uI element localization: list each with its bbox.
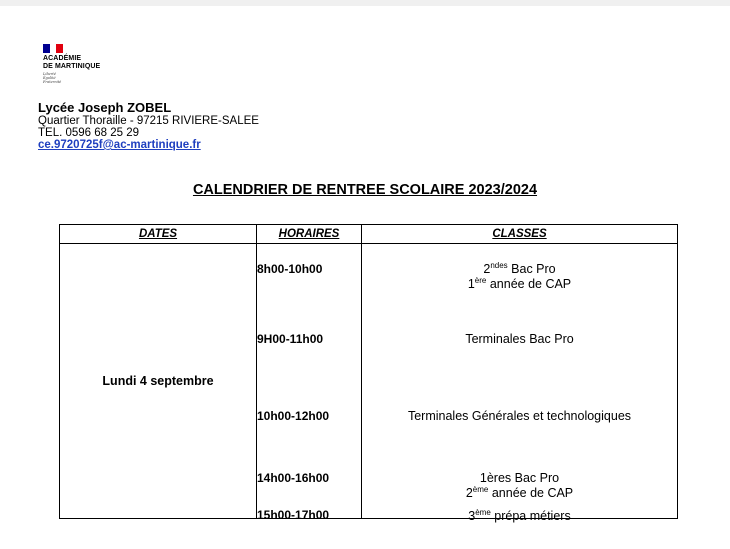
- motto-liberte: Liberté: [43, 72, 56, 76]
- header-classes: CLASSES: [362, 225, 678, 244]
- flag-white: [50, 44, 57, 53]
- classes-slot-1: [362, 261, 677, 321]
- school-name: Lycée Joseph ZOBEL: [38, 100, 172, 115]
- classes-slot-2: [362, 332, 677, 394]
- hours-4: 14h00-16h00: [257, 471, 330, 485]
- hours-3: 10h00-12h00: [257, 409, 330, 423]
- flag-blue: [43, 44, 50, 53]
- table-header-row: [60, 225, 678, 244]
- school-info: [38, 100, 259, 151]
- hours-slot-2: [257, 332, 361, 394]
- class-line: $2^{ndes}$ Bac Pro: [483, 261, 556, 277]
- class-line: 2ème année de CAP: [465, 485, 574, 501]
- hours-1: 8h00-10h00: [257, 262, 323, 276]
- french-flag-icon: [43, 44, 63, 53]
- hours-5: 15h00-17h00: [257, 508, 330, 522]
- academy-logo: [43, 44, 123, 84]
- header-hours: HORAIRES: [257, 225, 362, 244]
- table-row: [60, 244, 678, 519]
- motto-egalite: Égalité: [43, 76, 56, 80]
- calendar-table: [59, 224, 678, 524]
- class-line: Terminales Bac Pro: [465, 332, 574, 346]
- class-line: Terminales Générales et technologiques: [407, 409, 632, 423]
- hours-cell: [257, 244, 362, 522]
- academy-line1: ACADÉMIE: [43, 55, 82, 62]
- page-top-bar: [0, 0, 730, 6]
- class-line: 1ères Bac Pro: [479, 471, 560, 485]
- class-line: 3ème prépa métiers: [468, 508, 571, 524]
- school-address: Quartier Thoraille - 97215 RIVIERE-SALEE: [38, 115, 259, 127]
- class-line: 1ère année de CAP: [467, 276, 572, 292]
- classes-cell: [362, 244, 678, 524]
- motto-fraternite: Fraternité: [43, 80, 62, 84]
- hours-2: 9H00-11h00: [257, 332, 324, 346]
- flag-red: [56, 44, 63, 53]
- academy-name: [43, 55, 123, 71]
- school-phone: TEL. 0596 68 25 29: [38, 127, 140, 139]
- republic-motto: [43, 72, 123, 84]
- academy-line2: DE MARTINIQUE: [43, 63, 101, 70]
- hours-slot-5: [257, 508, 361, 538]
- school-email-link[interactable]: ce.9720725f@ac-martinique.fr: [38, 139, 201, 151]
- header-dates: DATES: [60, 225, 257, 244]
- date-cell: Lundi 4 septembre: [60, 244, 257, 519]
- classes-slot-5: [362, 508, 677, 538]
- hours-slot-1: [257, 262, 361, 322]
- document-title: CALENDRIER DE RENTREE SCOLAIRE 2023/2024: [192, 182, 538, 198]
